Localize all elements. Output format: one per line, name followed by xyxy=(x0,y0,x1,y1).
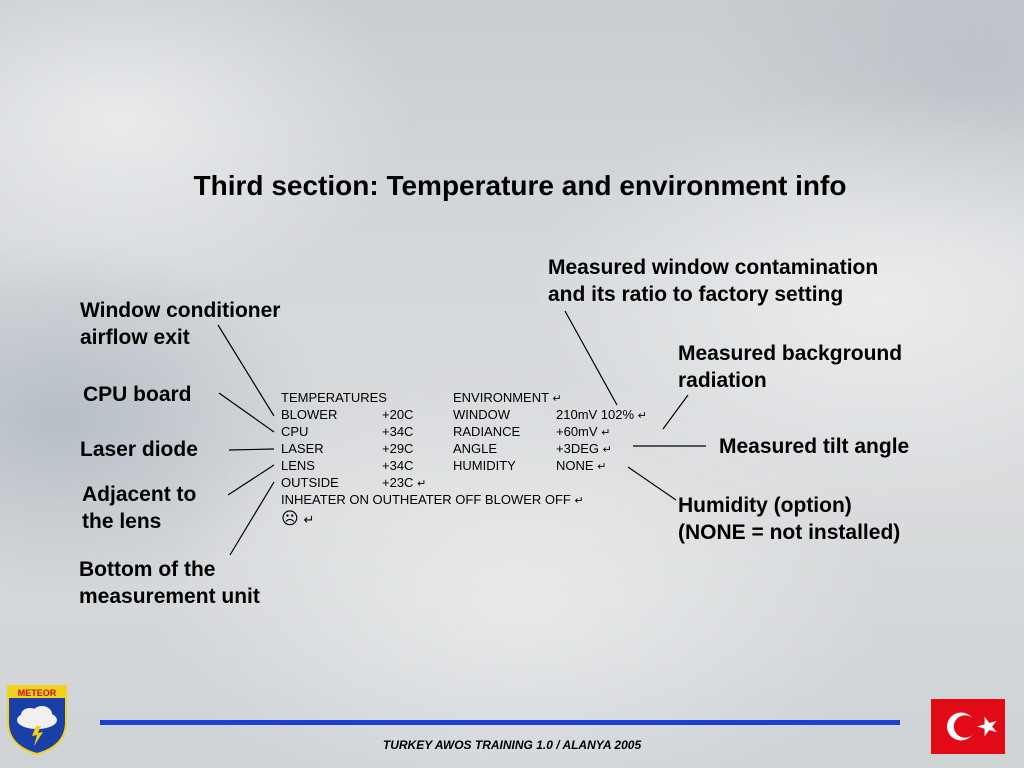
terminal-text: INHEATER ON OUTHEATER OFF BLOWER OFF xyxy=(281,492,571,507)
leader-line-outside xyxy=(230,482,274,555)
logo-text: METEOR xyxy=(17,688,57,698)
terminal-cell: LENS xyxy=(281,458,315,473)
label-line: measurement unit xyxy=(79,585,260,608)
return-icon: ↵ xyxy=(602,444,612,456)
label-line: Adjacent to xyxy=(82,483,197,506)
footer-text: TURKEY AWOS TRAINING 1.0 / ALANYA 2005 xyxy=(382,738,642,752)
label-line: and its ratio to factory setting xyxy=(548,283,844,306)
terminal-cell: OUTSIDE xyxy=(281,475,339,490)
terminal-cell: +34C xyxy=(382,458,414,473)
label-line: Humidity (option) xyxy=(678,494,852,517)
turkish-flag xyxy=(931,699,1005,754)
label-line: airflow exit xyxy=(80,326,190,349)
leader-line-lens xyxy=(228,465,274,495)
sad-face-icon: ☹ xyxy=(281,509,299,528)
label-line: Bottom of the xyxy=(79,558,216,581)
meteor-logo xyxy=(6,684,68,756)
terminal-cell: WINDOW xyxy=(453,407,511,422)
terminal-cell: CPU xyxy=(281,424,309,439)
footer-bar xyxy=(100,720,900,725)
terminal-cell: LASER xyxy=(281,441,324,456)
return-icon: ↵ xyxy=(637,410,647,422)
leader-line-humidity xyxy=(628,467,676,500)
crescent-star-icon xyxy=(931,699,1005,754)
leader-line-cpu xyxy=(219,393,274,432)
slide-title: Third section: Temperature and environment info xyxy=(193,170,847,201)
label-line: Measured background xyxy=(678,342,903,365)
label-line: Measured tilt angle xyxy=(719,435,910,458)
label-line: CPU board xyxy=(83,383,192,406)
label-line: the lens xyxy=(82,510,162,533)
terminal-cell: BLOWER xyxy=(281,407,338,422)
leader-line-window-conditioner xyxy=(218,325,274,416)
return-icon: ↵ xyxy=(417,478,427,490)
return-icon: ↵ xyxy=(574,495,584,507)
label-line: (NONE = not installed) xyxy=(678,521,901,544)
terminal-cell: +20C xyxy=(382,407,414,422)
leader-line-laser xyxy=(229,449,274,450)
label-line: Window conditioner xyxy=(80,299,281,322)
label-line: Laser diode xyxy=(80,438,198,461)
terminal-cell: TEMPERATURES xyxy=(281,390,387,405)
return-icon: ↵ xyxy=(597,461,607,473)
leader-line-radiance xyxy=(663,395,688,429)
terminal-text: +60mV xyxy=(556,424,598,439)
terminal-text: 210mV 102% xyxy=(556,407,635,422)
terminal-text: +23C xyxy=(382,475,414,490)
label-line: Measured window contamination xyxy=(548,256,879,279)
return-icon: ↵ xyxy=(601,427,611,439)
leader-line-window xyxy=(565,311,617,405)
return-icon: ↵ xyxy=(303,512,315,527)
label-line: radiation xyxy=(678,369,767,392)
terminal-cell: HUMIDITY xyxy=(453,458,516,473)
terminal-cell: +34C xyxy=(382,424,414,439)
terminal-text: NONE xyxy=(556,458,594,473)
terminal-cell: RADIANCE xyxy=(453,424,521,439)
terminal-cell: ANGLE xyxy=(453,441,498,456)
terminal-text: ENVIRONMENT xyxy=(453,390,549,405)
terminal-text: +3DEG xyxy=(556,441,599,456)
return-icon: ↵ xyxy=(552,393,562,405)
terminal-cell: +29C xyxy=(382,441,414,456)
